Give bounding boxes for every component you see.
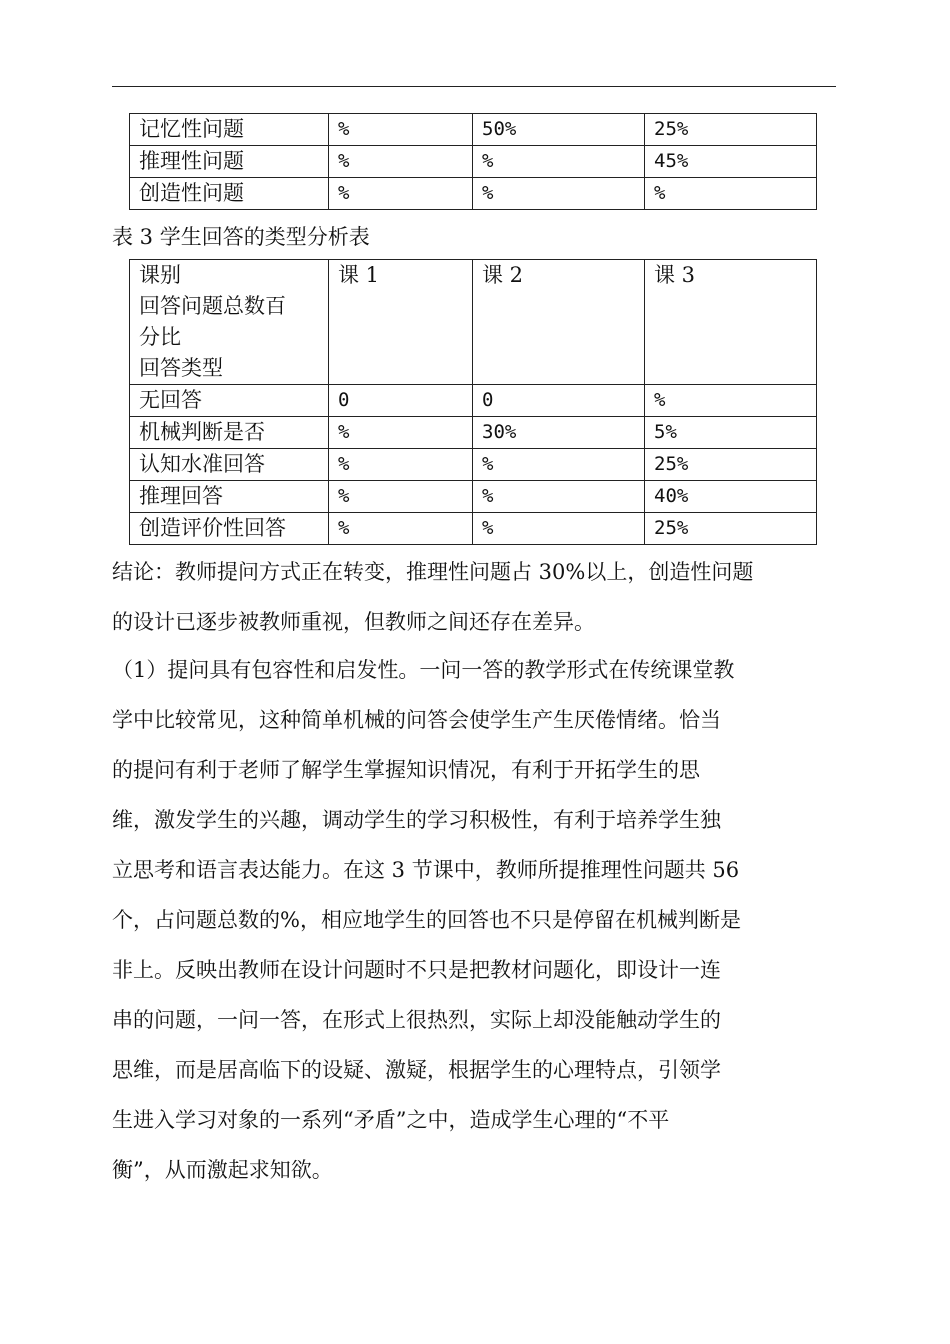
table-cell: % [473, 449, 645, 481]
table-cell: % [329, 178, 473, 210]
row-label: 机械判断是否 [130, 417, 329, 449]
row-label: 无回答 [130, 385, 329, 417]
table-cell: 0 [329, 385, 473, 417]
answer-type-table [129, 259, 817, 545]
table-header-row [130, 260, 817, 385]
table-row [130, 114, 817, 146]
header-label-line: 回答类型 [139, 356, 223, 380]
row-label: 记忆性问题 [130, 114, 329, 146]
table-cell: % [329, 417, 473, 449]
text-line: （1）提问具有包容性和启发性。一问一答的教学形式在传统课堂教 [112, 658, 735, 682]
text-line: 的设计已逐步被教师重视，但教师之间还存在差异。 [112, 610, 595, 634]
table-cell: % [329, 481, 473, 513]
text-line: 衡”，从而激起求知欲。 [112, 1158, 333, 1182]
header-rule [112, 86, 836, 87]
row-label: 认知水准回答 [130, 449, 329, 481]
table-cell: % [645, 178, 817, 210]
question-type-table [129, 113, 817, 210]
column-header: 课 2 [473, 260, 645, 385]
text-line: 的提问有利于老师了解学生掌握知识情况，有利于开拓学生的思 [112, 758, 700, 782]
table-cell: 45% [645, 146, 817, 178]
table-cell: 0 [473, 385, 645, 417]
text-line: 个，占问题总数的%，相应地学生的回答也不只是停留在机械判断是 [112, 908, 741, 932]
table-cell: % [645, 385, 817, 417]
section-1-paragraph [112, 645, 842, 1195]
table-row [130, 417, 817, 449]
table-row [130, 513, 817, 545]
table-row [130, 178, 817, 210]
table-row [130, 449, 817, 481]
text-line: 串的问题，一问一答，在形式上很热烈，实际上却没能触动学生的 [112, 1008, 721, 1032]
row-label: 推理回答 [130, 481, 329, 513]
header-label-line: 课别 [139, 263, 181, 287]
table-cell: 50% [473, 114, 645, 146]
header-label-line: 回答问题总数百 [139, 294, 286, 318]
table-cell: % [329, 146, 473, 178]
table-cell: 30% [473, 417, 645, 449]
table-cell: % [473, 178, 645, 210]
table-cell: % [329, 513, 473, 545]
row-label: 创造评价性回答 [130, 513, 329, 545]
conclusion-paragraph [112, 547, 842, 647]
row-label: 创造性问题 [130, 178, 329, 210]
text-line: 结论：教师提问方式正在转变，推理性问题占 30%以上，创造性问题 [112, 560, 754, 584]
text-line: 非上。反映出教师在设计问题时不只是把教材问题化，即设计一连 [112, 958, 721, 982]
table-cell: 25% [645, 449, 817, 481]
table-row [130, 385, 817, 417]
text-line: 生进入学习对象的一系列“矛盾”之中，造成学生心理的“不平 [112, 1108, 670, 1132]
table-caption: 表 3 学生回答的类型分析表 [112, 225, 370, 249]
column-header: 课 3 [645, 260, 817, 385]
column-header: 课 1 [329, 260, 473, 385]
table-cell: 40% [645, 481, 817, 513]
header-label-line: 分比 [139, 325, 181, 349]
text-line: 学中比较常见，这种简单机械的问答会使学生产生厌倦情绪。恰当 [112, 708, 721, 732]
table-row [130, 481, 817, 513]
table-row [130, 146, 817, 178]
table-cell: % [329, 449, 473, 481]
text-line: 思维，而是居高临下的设疑、激疑，根据学生的心理特点，引领学 [112, 1058, 721, 1082]
row-label: 推理性问题 [130, 146, 329, 178]
table-cell: 25% [645, 513, 817, 545]
text-line: 维，激发学生的兴趣，调动学生的学习积极性，有利于培养学生独 [112, 808, 721, 832]
table-cell: % [473, 513, 645, 545]
table-cell: % [329, 114, 473, 146]
table-cell: % [473, 481, 645, 513]
header-label-cell [130, 260, 329, 385]
table-cell: 5% [645, 417, 817, 449]
table-cell: 25% [645, 114, 817, 146]
text-line: 立思考和语言表达能力。在这 3 节课中，教师所提推理性问题共 56 [112, 858, 740, 882]
table-cell: % [473, 146, 645, 178]
